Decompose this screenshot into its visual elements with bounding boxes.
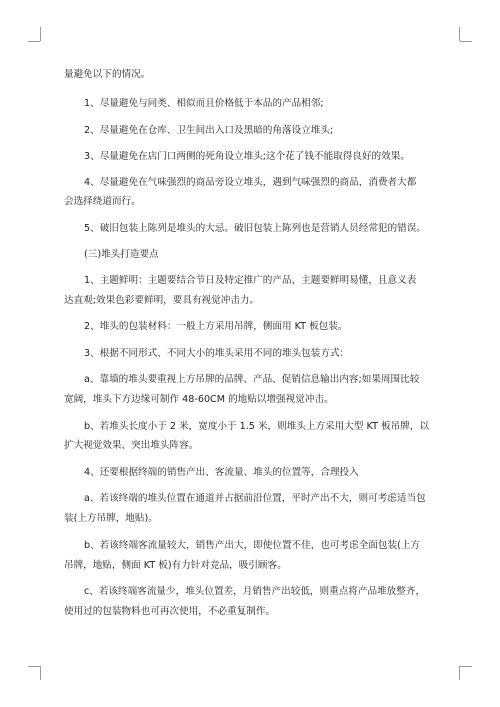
text-line: 会选择绕道而行。 <box>64 196 141 207</box>
text-line: b、若堆头长度小于 2 米，宽度小于 1.5 米，则堆头上方采用大型 KT 板吊牌，以 <box>84 421 429 432</box>
text-line: 量避免以下的情况。 <box>64 69 151 80</box>
text-line: 装(上方吊牌，地贴)。 <box>64 513 158 524</box>
text-line: 3、根据不同形式、不同大小的堆头采用不同的堆头包装方式： <box>84 348 350 359</box>
text-line: 1、尽量避免与同类、相似而且价格低于本品的产品相邻; <box>84 98 324 109</box>
text-line: 2、堆头的包装材料：一般上方采用吊牌，侧面用 KT 板包装。 <box>84 321 348 332</box>
text-line: 达直观;效果色彩要鲜明，要具有视觉冲击力。 <box>64 295 260 306</box>
text-line: a、若该终端的堆头位置在通道并占据前沿位置，平时产出不大，则可考虑适当包 <box>84 493 426 504</box>
text-line: 2、尽量避免在仓库、卫生间出入口及黑暗的角落设立堆头; <box>84 125 334 136</box>
text-line: a、靠墙的堆头要重视上方吊牌的品牌、产品、促销信息输出内容;如果周围比较 <box>84 374 420 385</box>
text-line: 4、还要根据终端的销售产出、客流量、堆头的位置等，合理投入 <box>84 467 359 478</box>
text-line: b、若该终端客流量较大，销售产出大，即使位置不佳，也可考虑全面包装(上方 <box>84 540 421 551</box>
text-line: 扩大视觉效果、突出堆头阵容。 <box>64 440 199 451</box>
text-line: 5、破旧包装上陈列是堆头的大忌。破旧包装上陈列也是营销人员经常犯的错误。 <box>84 223 426 234</box>
text-line: 宽阔，堆头下方边缘可制作 48-60CM 的地贴以增强视觉冲击。 <box>64 394 334 405</box>
text-line: c、若该终端客流量少，堆头位置差，月销售产出较低，则重点将产品堆放整齐， <box>84 586 426 597</box>
text-line: 1、主题鲜明：主题要结合节日及特定推广的产品，主题要鲜明易懂，且意义表 <box>84 275 417 286</box>
section-heading: (三)堆头打造要点 <box>84 249 159 260</box>
text-line: 吊牌，地贴，侧面 KT 板)有力针对竞品，吸引顾客。 <box>64 560 287 571</box>
text-line: 3、尽量避免在店门口两侧的死角设立堆头;这个花了钱不能取得良好的效果。 <box>84 151 410 162</box>
text-line: 使用过的包装物料也可再次使用，不必重复制作。 <box>64 606 276 617</box>
text-line: 4、尽量避免在气味强烈的商品旁设立堆头，遇到气味强烈的商品，消费者大都 <box>84 177 417 188</box>
